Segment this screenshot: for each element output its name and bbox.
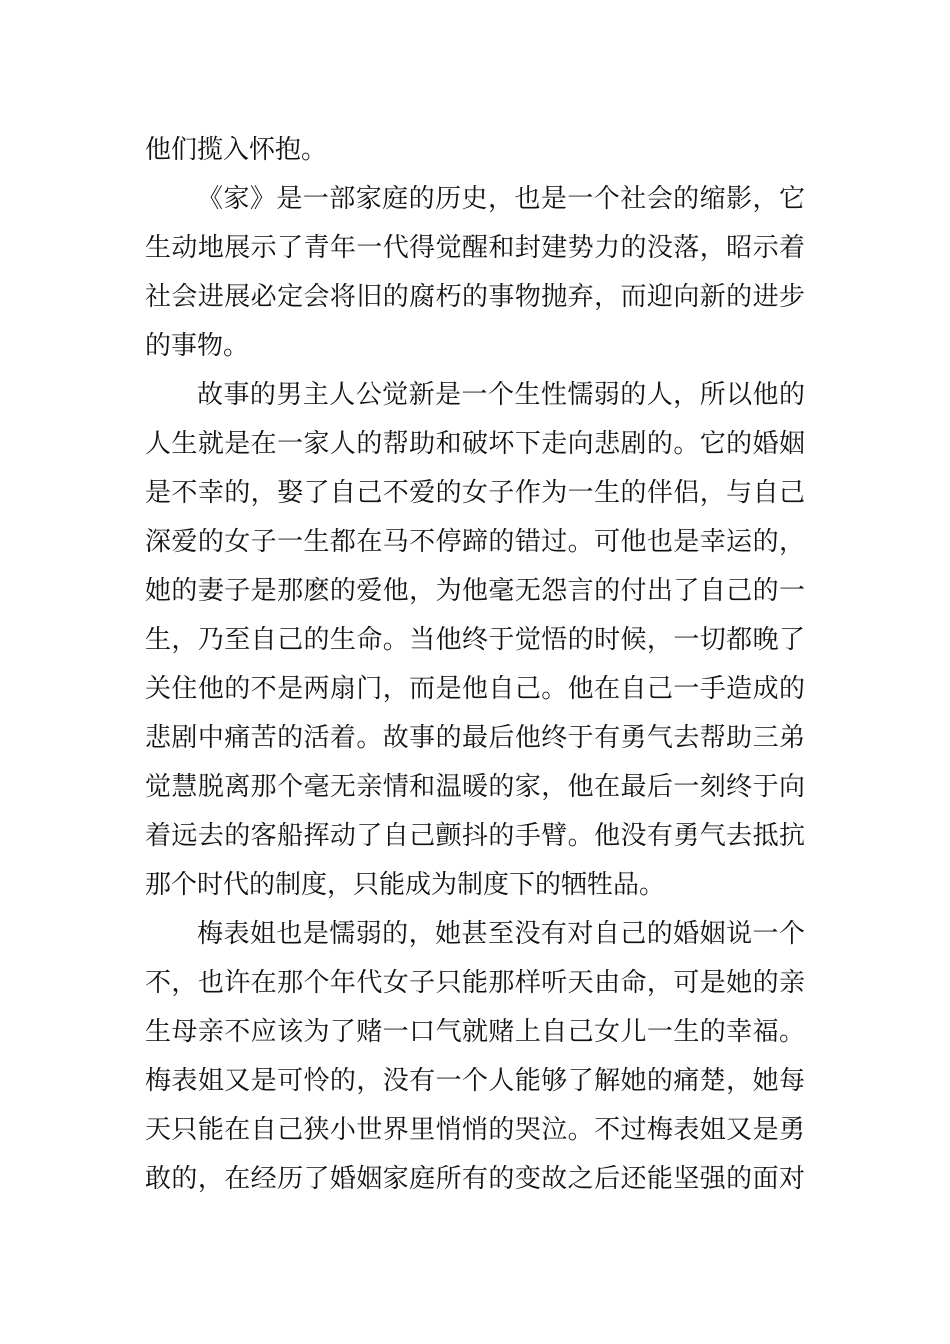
text-line: 着远去的客船挥动了自己颤抖的手臂。他没有勇气去抵抗	[145, 821, 805, 851]
text-line: 那个时代的制度，只能成为制度下的牺牲品。	[145, 870, 666, 900]
text-line: 他们揽入怀抱。	[145, 135, 328, 165]
text-line: 人生就是在一家人的帮助和破坏下走向悲剧的。它的婚姻	[145, 429, 805, 459]
text-line: 生动地展示了青年一代得觉醒和封建势力的没落，昭示着	[145, 233, 805, 263]
text-line: 是不幸的，娶了自己不爱的女子作为一生的伴侣，与自己	[145, 478, 805, 508]
text-line: 生，乃至自己的生命。当他终于觉悟的时候，一切都晚了	[145, 625, 805, 655]
text-line: 关住他的不是两扇门，而是他自己。他在自己一手造成的	[145, 674, 805, 704]
text-line: 故事的男主人公觉新是一个生性懦弱的人，所以他的	[197, 380, 805, 410]
text-line: 深爱的女子一生都在马不停蹄的错过。可他也是幸运的，	[145, 527, 805, 557]
text-line: 不，也许在那个年代女子只能那样听天由命，可是她的亲	[145, 968, 805, 998]
text-line: 悲剧中痛苦的活着。故事的最后他终于有勇气去帮助三弟	[145, 723, 805, 753]
text-line: 天只能在自己狭小世界里悄悄的哭泣。不过梅表姐又是勇	[145, 1115, 805, 1145]
text-line: 梅表姐又是可怜的，没有一个人能够了解她的痛楚，她每	[145, 1066, 805, 1096]
text-line: 生母亲不应该为了赌一口气就赌上自己女儿一生的幸福。	[145, 1017, 805, 1047]
text-line: 敢的，在经历了婚姻家庭所有的变故之后还能坚强的面对	[145, 1164, 805, 1194]
text-line: 的事物。	[145, 331, 250, 361]
body-text	[145, 126, 805, 1204]
text-line: 社会进展必定会将旧的腐朽的事物抛弃，而迎向新的进步	[145, 282, 805, 312]
text-line: 觉慧脱离那个毫无亲情和温暖的家，他在最后一刻终于向	[145, 772, 805, 802]
text-line: 梅表姐也是懦弱的，她甚至没有对自己的婚姻说一个	[197, 919, 805, 949]
text-line: 《家》是一部家庭的历史，也是一个社会的缩影，它	[197, 184, 805, 214]
text-line: 她的妻子是那麽的爱他，为他毫无怨言的付出了自己的一	[145, 576, 805, 606]
